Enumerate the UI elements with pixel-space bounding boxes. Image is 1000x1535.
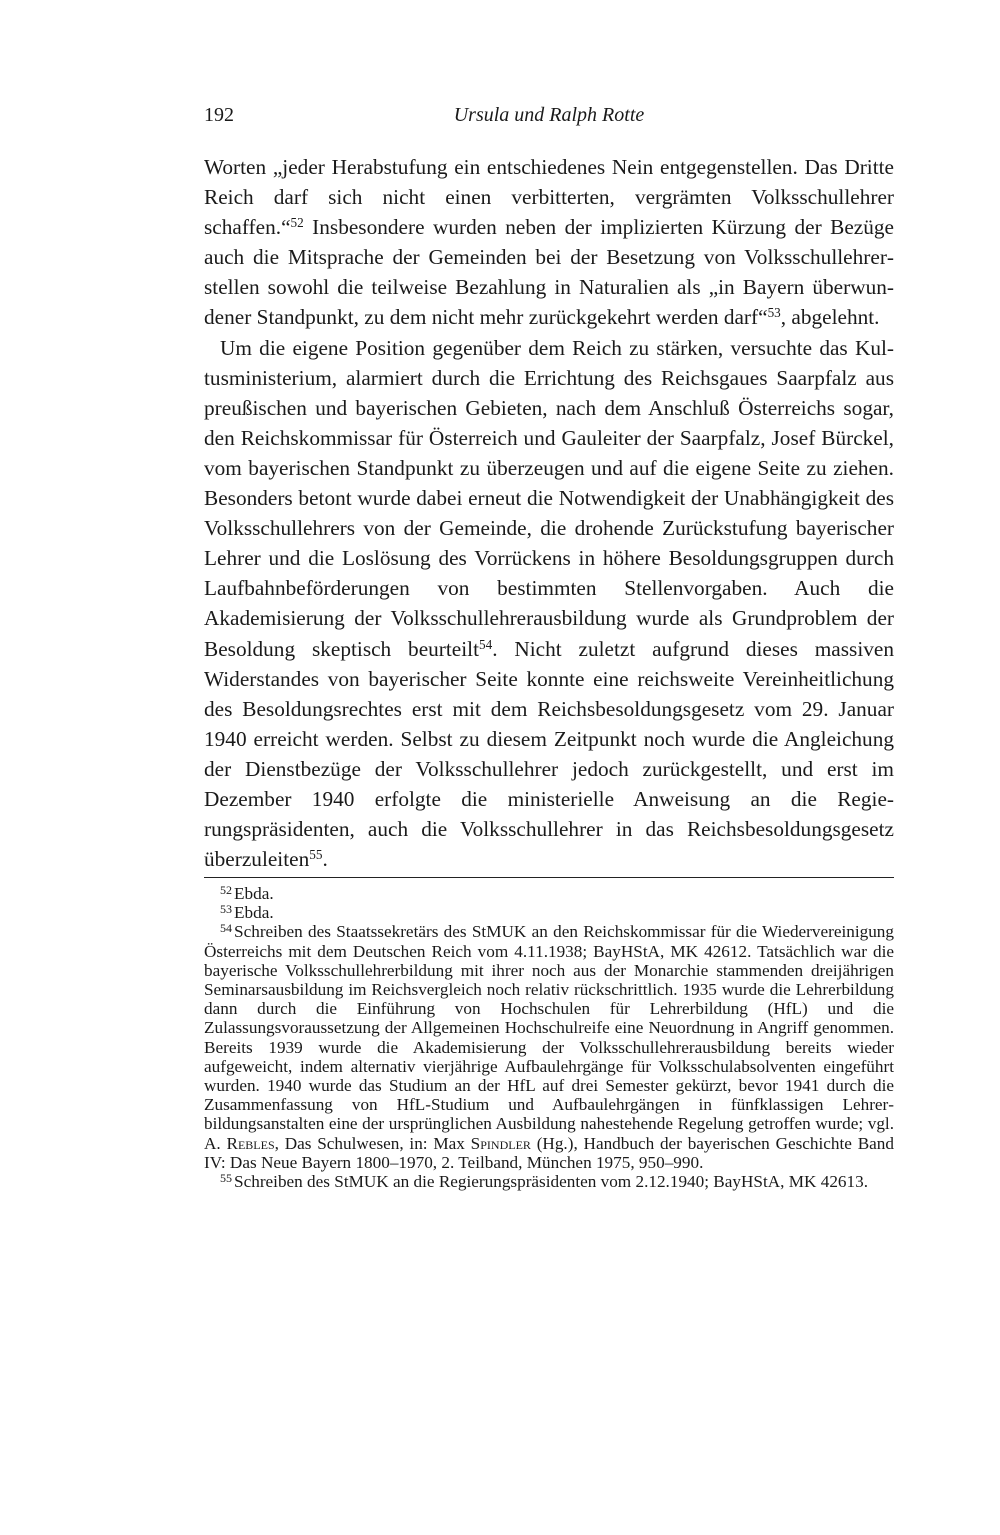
text-run: . (322, 847, 328, 872)
text-run: , abgelehnt. (780, 305, 880, 330)
footnote-ref-53[interactable]: 53 (767, 305, 781, 321)
footnote-text: Schreiben des StMUK an die Regierungspräsidenten vom 2.12.1940; BayHStA, MK 42613. (234, 1172, 868, 1192)
footnote-number: 55 (220, 1170, 233, 1185)
running-head (204, 104, 894, 134)
footnote-text: Ebda. (234, 884, 274, 903)
footnote-ref-55[interactable]: 55 (309, 846, 323, 862)
footnote-text: Ebda. (234, 903, 274, 923)
running-title: Ursula und Ralph Rotte (453, 104, 645, 126)
footnote-55 (204, 1172, 894, 1191)
footnotes (204, 884, 894, 1191)
footnote-text: , Das Schulwesen, in: Max (274, 1133, 471, 1153)
text-run: Um die eigene Position gegenüber dem Reich zu stärken, versuchte das Kultusministerium, alarmiert durch die Errichtung des Reichsgaues Saarpfalz aus preußischen und bayerischen Gebieten, nach dem Anschluß Österreichs sogar, den Reichskommissar für Österreich und Gauleiter der Saarpfalz, Josef Bürckel, vom bayerischen Standpunkt zu überzeugen und auf die eigene Seite zu ziehen. Besonders betont wurde dabei erneut die Notwendigkeit der Unabhängigkeit des Volksschullehrers von der Gemeinde, die drohende Zurückstufung bayerischer Lehrer und die Loslösung des Vorrückens in höhere Besoldungsgruppen durch Laufbahnbeförderungen von bestimmten Stellenvorgaben. Auch die Akademisierung der Volksschullehrerausbildung wurde als Grundproblem der Besoldung skeptisch beurteilt (204, 335, 894, 661)
text-run: . Nicht zuletzt aufgrund dieses massiven Widerstandes von bayerischer Seite konnte eine reichsweite Vereinheitlichung des Besoldungsrechtes erst mit dem Reichsbesoldungsgesetz vom 29. Januar 1940 erreicht werden. Selbst zu diesem Zeitpunkt noch wurde die Angleichung der Dienstbezüge der Volksschullehrer jedoch zurückgestellt, und erst im Dezember 1940 erfolgte die ministerielle Anweisung an die Regierungspräsidenten, auch die Volksschullehrer in das Reichsbesoldungsgesetz überzuleiten (204, 636, 894, 872)
main-text (204, 152, 894, 874)
page-number: 192 (204, 104, 234, 126)
footnote-number: 54 (220, 921, 233, 935)
author-name: Rebles (226, 1133, 275, 1153)
text-run: Worten „jeder Herabstufung ein entschiedenes Nein entgegenstellen. Das Dritte Reich darf sich nicht einen verbitterten, vergrämten Volksschullehrer schaffen.“ (204, 155, 894, 240)
text-run: Insbesondere wurden neben der implizierten Kürzung der Bezüge auch die Mitsprache der Gemeinden bei der Besetzung von Volksschullehrerstellen sowohl die teilweise Bezahlung in Naturalien als „in Bayern überwundener Standpunkt, zu dem nicht mehr zurückgekehrt werden darf“ (204, 215, 894, 330)
footnote-number: 52 (220, 882, 233, 897)
footnote-divider (204, 877, 894, 878)
footnote-53 (204, 903, 894, 922)
footnote-54 (204, 922, 894, 1172)
paragraph-2 (204, 333, 894, 875)
paragraph-1 (204, 152, 894, 333)
footnote-number: 53 (220, 901, 233, 916)
footnote-text: Schreiben des Staatssekretärs des StMUK an den Reichskommissar für die Wiedervereinigung Österreichs mit dem Deutschen Reich vom 4.11.1938; BayHStA, MK 42612. Tatsächlich war die bayerische Volksschullehrerbildung mit ihrer noch aus der Monarchie stammenden dreijährigen Seminarsausbildung im Reichsvergleich noch relativ rückschrittlich. 1935 wurde die Lehrerbildung dann durch die Einführung von Hochschulen für Lehrerbildung (HfL) und die Zulassungsvoraussetzung der Allgemeinen Hochschulreife eine Neuordnung in Angriff genommen. Bereits 1939 wurde die Akademisierung der Volksschullehrerausbildung bereits wieder aufgeweicht, indem alternativ vierjährige Aufbaulehrgänge für Volksschulabsolventen eingeführt wurden. 1940 wurde das Studium an der HfL auf drei Semester gekürzt, bevor 1941 durch die Zusammenfassung von HfL-Studium und Aufbaulehrgängen in fünfklassigen Lehrerbildungsanstalten eine der ursprünglichen Ausbildung nahestehende Regelung getroffen wurde; vgl. A. (204, 922, 894, 1153)
footnote-ref-54[interactable]: 54 (479, 636, 493, 652)
footnote-52 (204, 884, 894, 903)
author-name: Spindler (470, 1133, 531, 1153)
footnote-ref-52[interactable]: 52 (290, 214, 304, 230)
footnote-text: (Hg.), Handbuch der bayerischen Geschichte Band IV: Das Neue Bayern 1800–1970, 2. Teilband, München 1975, 950–990. (204, 1133, 894, 1172)
